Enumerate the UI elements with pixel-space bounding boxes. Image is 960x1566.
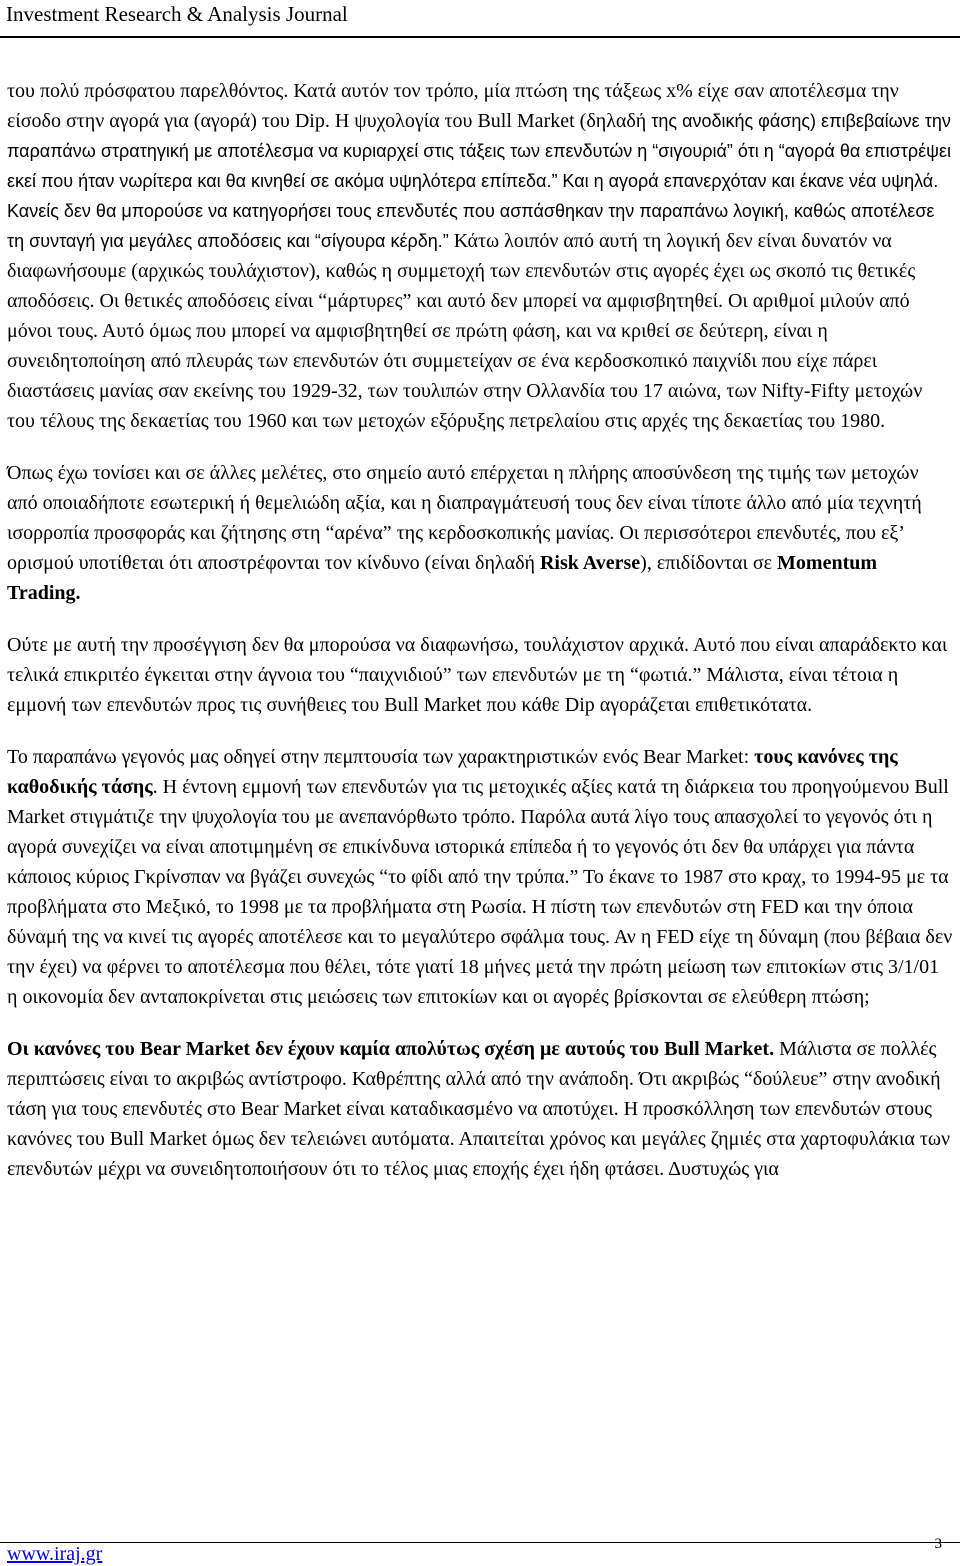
text-segment: της ανοδικής φάσης) επιβεβαίωνε την παραπάνω στρατηγική με αποτέλεσμα να κυριαρχεί στις τάξεις των επενδυτών η “σιγουριά” ότι η “αγορά θα επιστρέψει εκεί που ήταν νωρίτερα και θα κινηθεί σε ακόμα υψηλότερα επίπεδα.” Και η αγορά επανερχόταν και έκανε νέα υψηλά. Κανείς δεν θα μπορούσε να κατηγορήσει τους επενδυτές που ασπάσθηκαν την παραπάνω λογική, καθώς αποτέλεσε τη συνταγή για μεγάλες αποδόσεις και “σίγουρα κέρδη.” — [7, 111, 952, 251]
journal-header: Investment Research & Analysis Journal — [6, 2, 348, 26]
bold-text-segment: Momentum Trading. — [7, 552, 878, 604]
page-number: 3 — [934, 1536, 942, 1552]
paragraph — [7, 458, 953, 608]
footer-divider — [0, 1542, 960, 1543]
bold-text-segment: Risk Averse — [539, 552, 641, 574]
text-segment: Κάτω λοιπόν από αυτή τη λογική δεν είναι δυνατόν να διαφωνήσουμε (αρχικώς τουλάχιστον), καθώς η συμμετοχή των επενδυτών στις αγορές έχει ως σκοπό τις θετικές αποδόσεις. Οι θετικές αποδόσεις είναι “μάρτυρες” και αυτό δεν μπορεί να αμφισβητηθεί. Οι αριθμοί μιλούν από μόνοι τους. Αυτό όμως που μπορεί να αμφισβητηθεί σε πρώτη φάση, και να κριθεί σε δεύτερη, είναι η συνειδητοποίηση από πλευράς των επενδυτών ότι συμμετείχαν σε ένα κερδοσκοπικό παιχνίδι που είχε πάρει διαστάσεις μανίας σαν εκείνης του 1929-32, των τουλιπών στην Ολλανδία του 17 αιώνα, των Nifty-Fifty μετοχών του τέλους της δεκαετίας του 1960 και των μετοχών εξόρυξης πετρελαίου στις αρχές της δεκαετίας του 1980. — [7, 230, 923, 432]
paragraph — [7, 742, 953, 1012]
header-divider — [0, 36, 960, 38]
paragraph — [7, 1034, 953, 1184]
text-segment: του πολύ πρόσφατου παρελθόντος. Κατά αυτόν τον τρόπο, μία πτώση της τάξεως x% είχε σαν αποτέλεσμα την είσοδο στην αγορά για (αγορά) του Dip. Η ψυχολογία του Bull Market (δηλαδή — [7, 80, 899, 132]
bold-text-segment: τους κανόνες της καθοδικής τάσης — [7, 746, 898, 798]
text-segment: Όπως έχω τονίσει και σε άλλες μελέτες, στο σημείο αυτό επέρχεται η πλήρης αποσύνδεση της τιμής των μετοχών από οποιαδήποτε εσωτερική ή θεμελιώδη αξία, και η διαπραγμάτευσή τους δεν είναι τίποτε άλλο από μία τεχνητή ισορροπία προσφοράς και ζήτησης στη “αρένα” της κερδοσκοπικής μανίας. Οι περισσότεροι επενδυτές, που εξ’ ορισμού υποτίθεται ότι αποστρέφονται τον κίνδυνο (είναι δηλαδή — [7, 462, 922, 574]
text-segment: . Η έντονη εμμονή των επενδυτών για τις μετοχικές αξίες κατά τη διάρκεια του προηγούμενου Bull Market στιγμάτιζε την ψυχολογία του με ανεπανόρθωτο τρόπο. Παρόλα αυτά λίγο τους απασχολεί το γεγονός ότι η αγορά συνεχίζει να είναι αποτιμημένη σε επικίνδυνα ιστορικά επίπεδα ή το γεγονός ότι δεν θα υπάρχει για πάντα κάποιος κύριος Γκρίνσπαν να βγάζει συνεχώς “το φίδι από την τρύπα.” Το έκανε το 1987 στο κραχ, το 1994-95 με τα προβλήματα στο Μεξικό, το 1998 με τα προβλήματα στη Ρωσία. Η πίστη των επενδυτών στη FED και την όποια δύναμή της να κινεί τις αγορές αποτέλεσε και το μεγαλύτερο σφάλμα τους. Αν η FED είχε τη δύναμη (που βέβαια δεν την έχει) να φέρνει το αποτέλεσμα που θέλει, τότε γιατί 18 μήνες μετά την πρώτη μείωση των επιτοκίων στις 3/1/01 η οικονομία δεν ανταποκρίνεται στις μειώσεις των επιτοκίων και οι αγορές βρίσκονται σε ελεύθερη πτώση; — [7, 776, 953, 1008]
text-segment: ), επιδίδονται σε — [640, 552, 778, 574]
article-body — [7, 76, 953, 1184]
paragraph — [7, 76, 953, 436]
bold-text-segment: Οι κανόνες του Bear Market δεν έχουν καμία απολύτως σχέση με αυτούς του Bull Market. — [7, 1038, 775, 1060]
paragraph — [7, 630, 953, 720]
website-link[interactable]: www.iraj.gr — [7, 1543, 103, 1565]
text-segment: Ούτε με αυτή την προσέγγιση δεν θα μπορούσα να διαφωνήσω, τουλάχιστον αρχικά. Αυτό που είναι απαράδεκτο και τελικά επικριτέο έγκειται στην άγνοια του “παιχνιδιού” των επενδυτών με τη “φωτιά.” Μάλιστα, είναι τέτοια η εμμονή των επενδυτών προς τις συνήθειες του Bull Market που κάθε Dip αγοράζεται επιθετικότατα. — [7, 634, 948, 716]
text-segment: Το παραπάνω γεγονός μας οδηγεί στην πεμπτουσία των χαρακτηριστικών ενός Bear Market: — [7, 746, 755, 768]
text-segment: Μάλιστα σε πολλές περιπτώσεις είναι το ακριβώς αντίστροφο. Καθρέπτης αλλά από την ανάποδη. Ότι ακριβώς “δούλευε” στην ανοδική τάση για τους επενδυτές στο Bear Market είναι καταδικασμένο να αποτύχει. Η προσκόλληση των επενδυτών στους κανόνες του Bull Market όμως δεν τελειώνει αυτόματα. Απαιτείται χρόνος και μεγάλες ζημιές στα χαρτοφυλάκια των επενδυτών μέχρι να συνειδητοποιήσουν ότι το τέλος μιας εποχής έχει ήδη φτάσει. Δυστυχώς για — [7, 1038, 951, 1180]
